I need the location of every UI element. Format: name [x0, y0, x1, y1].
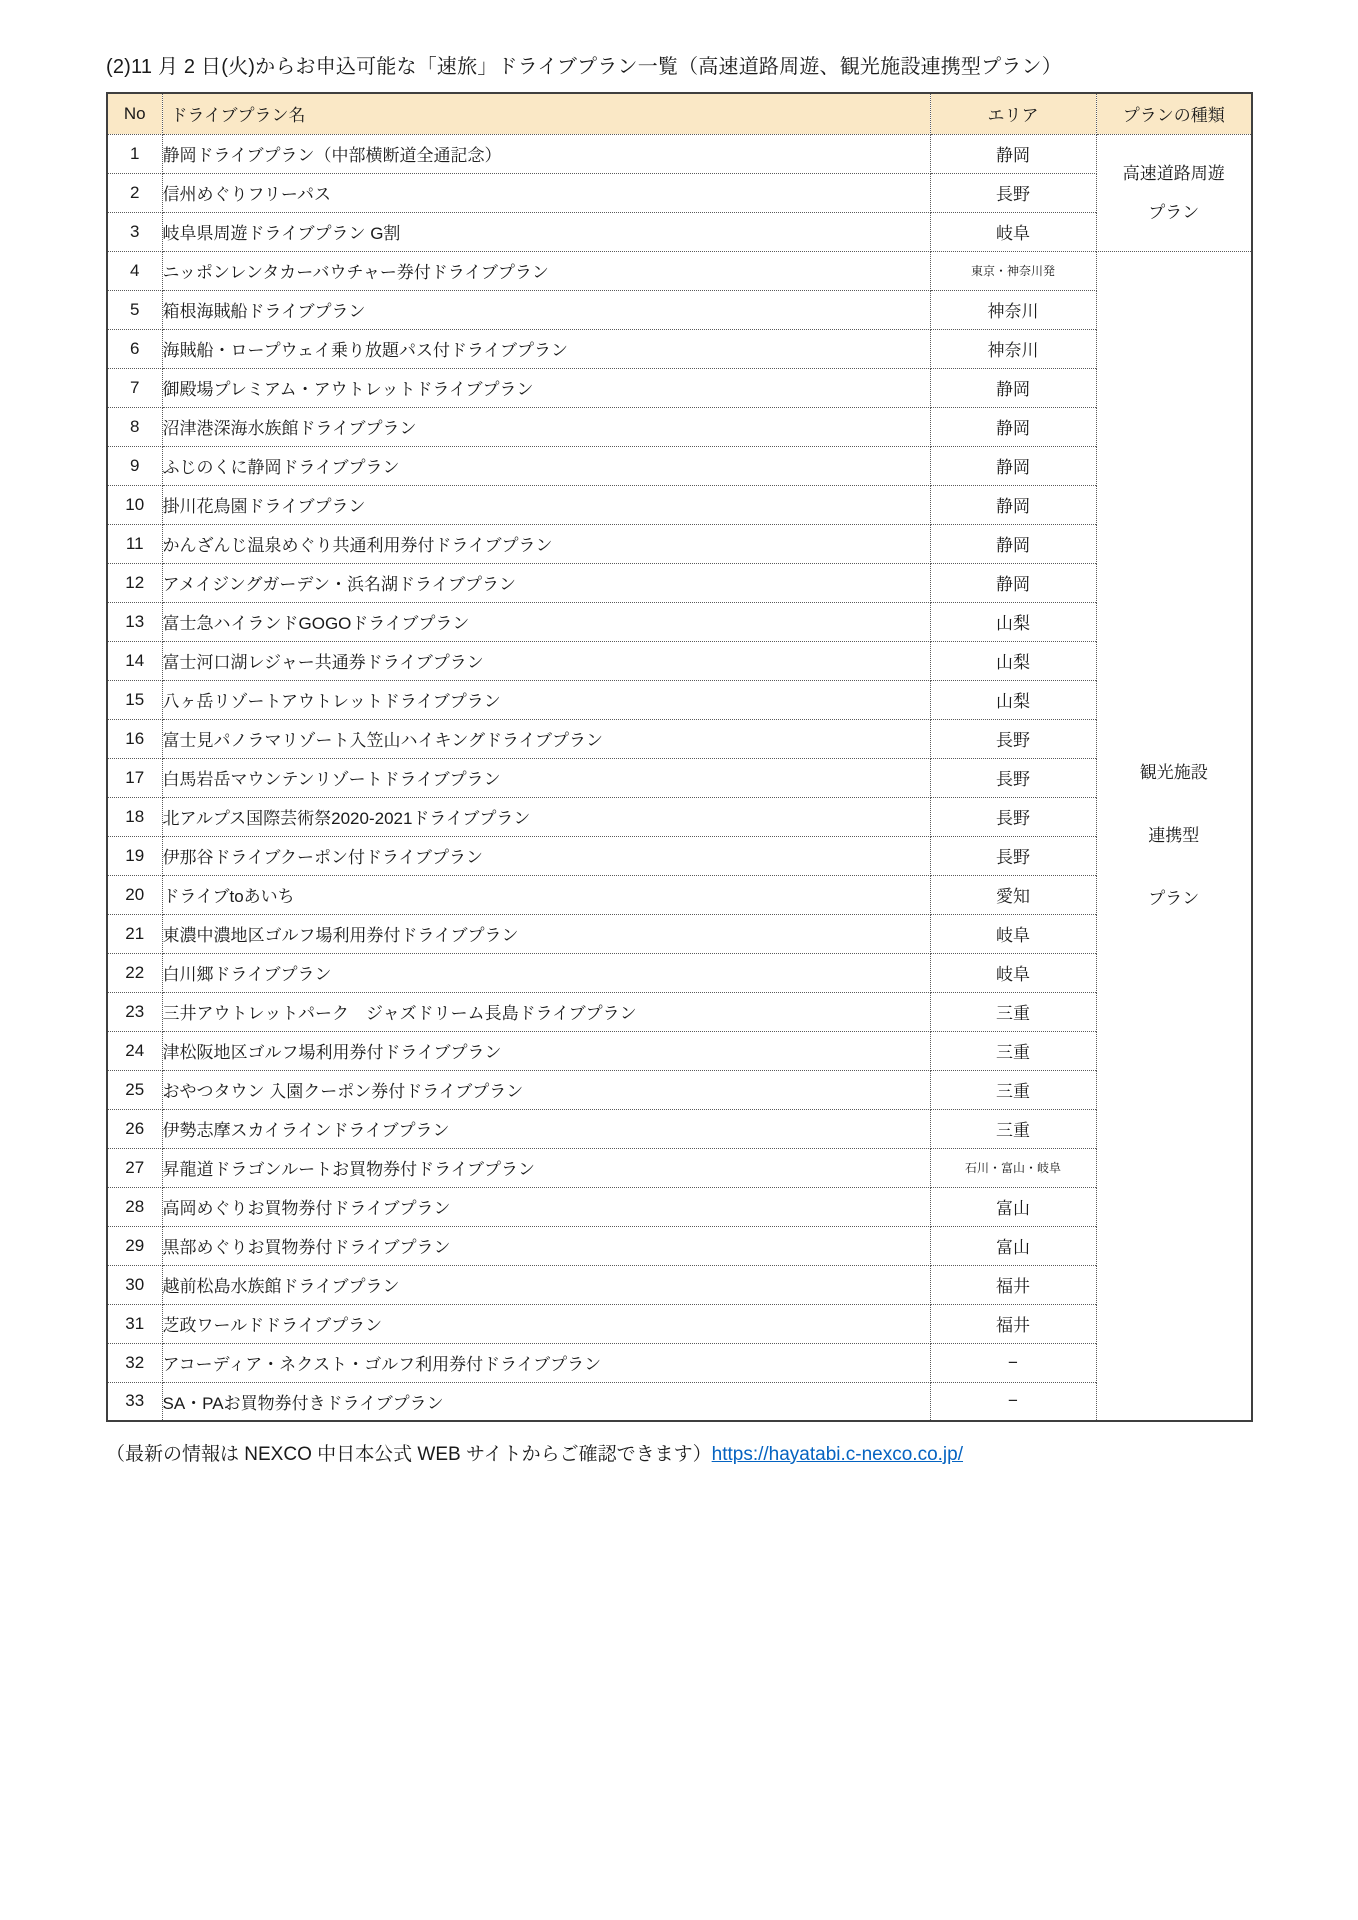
table-row: [107, 797, 1252, 836]
plan-type-cell-tourism: [1096, 251, 1252, 1421]
row-area-cell: 静岡: [930, 563, 1096, 602]
row-no-cell: 28: [107, 1187, 162, 1226]
row-plan-name-cell: 掛川花鳥園ドライブプラン: [162, 485, 930, 524]
row-plan-name-cell: 海賊船・ロープウェイ乗り放題パス付ドライブプラン: [162, 329, 930, 368]
table-row: [107, 1226, 1252, 1265]
row-plan-name-cell: 黒部めぐりお買物券付ドライブプラン: [162, 1226, 930, 1265]
row-plan-name-cell: 芝政ワールドドライブプラン: [162, 1304, 930, 1343]
row-area-cell: 福井: [930, 1265, 1096, 1304]
row-plan-name-cell: 伊勢志摩スカイラインドライブプラン: [162, 1109, 930, 1148]
table-row: [107, 1109, 1252, 1148]
header-area: エリア: [930, 93, 1096, 134]
table-row: [107, 1187, 1252, 1226]
row-plan-name-cell: アメイジングガーデン・浜名湖ドライブプラン: [162, 563, 930, 602]
row-area-cell: 富山: [930, 1226, 1096, 1265]
row-plan-name-cell: 富士見パノラマリゾート入笠山ハイキングドライブプラン: [162, 719, 930, 758]
row-no-cell: 32: [107, 1343, 162, 1382]
row-area-cell: 岐阜: [930, 953, 1096, 992]
table-row: [107, 173, 1252, 212]
table-row: [107, 1031, 1252, 1070]
row-plan-name-cell: 津松阪地区ゴルフ場利用券付ドライブプラン: [162, 1031, 930, 1070]
row-area-cell: −: [930, 1343, 1096, 1382]
row-area-cell: 静岡: [930, 368, 1096, 407]
row-plan-name-cell: ふじのくに静岡ドライブプラン: [162, 446, 930, 485]
row-no-cell: 30: [107, 1265, 162, 1304]
row-no-cell: 2: [107, 173, 162, 212]
row-plan-name-cell: 沼津港深海水族館ドライブプラン: [162, 407, 930, 446]
table-row: [107, 446, 1252, 485]
row-no-cell: 26: [107, 1109, 162, 1148]
table-row: [107, 914, 1252, 953]
row-plan-name-cell: 静岡ドライブプラン（中部横断道全通記念）: [162, 134, 930, 173]
row-plan-name-cell: 東濃中濃地区ゴルフ場利用券付ドライブプラン: [162, 914, 930, 953]
table-row: [107, 1382, 1252, 1421]
row-area-cell: 山梨: [930, 680, 1096, 719]
row-plan-name-cell: おやつタウン 入園クーポン券付ドライブプラン: [162, 1070, 930, 1109]
row-plan-name-cell: ニッポンレンタカーバウチャー券付ドライブプラン: [162, 251, 930, 290]
row-no-cell: 17: [107, 758, 162, 797]
row-plan-name-cell: 北アルプス国際芸術祭2020-2021ドライブプラン: [162, 797, 930, 836]
row-area-cell: 山梨: [930, 641, 1096, 680]
row-no-cell: 29: [107, 1226, 162, 1265]
table-row: [107, 602, 1252, 641]
table-row: [107, 992, 1252, 1031]
row-plan-name-cell: 白馬岩岳マウンテンリゾートドライブプラン: [162, 758, 930, 797]
row-no-cell: 27: [107, 1148, 162, 1187]
table-row: [107, 251, 1252, 290]
row-area-cell: 三重: [930, 1031, 1096, 1070]
row-area-cell: 愛知: [930, 875, 1096, 914]
table-row: [107, 719, 1252, 758]
row-area-cell: 石川・富山・岐阜: [930, 1148, 1096, 1187]
footer-note: [106, 1439, 1358, 1466]
table-row: [107, 875, 1252, 914]
row-no-cell: 4: [107, 251, 162, 290]
row-plan-name-cell: SA・PAお買物券付きドライブプラン: [162, 1382, 930, 1421]
table-row: [107, 1343, 1252, 1382]
row-area-cell: 神奈川: [930, 290, 1096, 329]
row-no-cell: 9: [107, 446, 162, 485]
row-plan-name-cell: 高岡めぐりお買物券付ドライブプラン: [162, 1187, 930, 1226]
row-no-cell: 21: [107, 914, 162, 953]
header-plan-type: プランの種類: [1096, 93, 1252, 134]
table-row: [107, 368, 1252, 407]
row-no-cell: 6: [107, 329, 162, 368]
table-row: [107, 758, 1252, 797]
row-no-cell: 8: [107, 407, 162, 446]
row-plan-name-cell: 三井アウトレットパーク ジャズドリーム長島ドライブプラン: [162, 992, 930, 1031]
table-row: [107, 680, 1252, 719]
table-row: [107, 1265, 1252, 1304]
row-area-cell: 静岡: [930, 407, 1096, 446]
row-area-cell: 東京・神奈川発: [930, 251, 1096, 290]
row-no-cell: 15: [107, 680, 162, 719]
row-area-cell: −: [930, 1382, 1096, 1421]
row-no-cell: 19: [107, 836, 162, 875]
row-plan-name-cell: 越前松島水族館ドライブプラン: [162, 1265, 930, 1304]
footer-text: （最新の情報は NEXCO 中日本公式 WEB サイトからご確認できます）: [106, 1444, 712, 1465]
row-no-cell: 31: [107, 1304, 162, 1343]
row-area-cell: 岐阜: [930, 914, 1096, 953]
row-plan-name-cell: 伊那谷ドライブクーポン付ドライブプラン: [162, 836, 930, 875]
row-area-cell: 神奈川: [930, 329, 1096, 368]
row-no-cell: 24: [107, 1031, 162, 1070]
row-area-cell: 静岡: [930, 134, 1096, 173]
table-row: [107, 563, 1252, 602]
row-area-cell: 三重: [930, 992, 1096, 1031]
row-plan-name-cell: 八ヶ岳リゾートアウトレットドライブプラン: [162, 680, 930, 719]
row-area-cell: 長野: [930, 836, 1096, 875]
row-plan-name-cell: 白川郷ドライブプラン: [162, 953, 930, 992]
row-area-cell: 福井: [930, 1304, 1096, 1343]
row-no-cell: 5: [107, 290, 162, 329]
row-plan-name-cell: 昇龍道ドラゴンルートお買物券付ドライブプラン: [162, 1148, 930, 1187]
row-area-cell: 長野: [930, 719, 1096, 758]
row-no-cell: 20: [107, 875, 162, 914]
row-no-cell: 23: [107, 992, 162, 1031]
table-row: [107, 524, 1252, 563]
row-no-cell: 1: [107, 134, 162, 173]
row-plan-name-cell: 富士河口湖レジャー共通券ドライブプラン: [162, 641, 930, 680]
table-row: [107, 836, 1252, 875]
header-plan-name: ドライブプラン名: [162, 93, 930, 134]
row-no-cell: 7: [107, 368, 162, 407]
row-no-cell: 12: [107, 563, 162, 602]
row-plan-name-cell: 富士急ハイランドGOGOドライブプラン: [162, 602, 930, 641]
page-title: (2)11 月 2 日(火)からお申込可能な「速旅」ドライブプラン一覧（高速道路周遊、観光施設連携型プラン）: [106, 56, 1062, 78]
row-area-cell: 三重: [930, 1070, 1096, 1109]
plan-type-cell-highway: [1096, 134, 1252, 251]
table-row: [107, 1148, 1252, 1187]
row-area-cell: 静岡: [930, 446, 1096, 485]
row-area-cell: 静岡: [930, 485, 1096, 524]
row-plan-name-cell: 信州めぐりフリーパス: [162, 173, 930, 212]
footer-link[interactable]: https://hayatabi.c-nexco.co.jp/: [711, 1444, 964, 1465]
row-area-cell: 三重: [930, 1109, 1096, 1148]
row-area-cell: 長野: [930, 758, 1096, 797]
row-area-cell: 長野: [930, 173, 1096, 212]
row-no-cell: 14: [107, 641, 162, 680]
table-row: [107, 407, 1252, 446]
row-area-cell: 山梨: [930, 602, 1096, 641]
row-plan-name-cell: 御殿場プレミアム・アウトレットドライブプラン: [162, 368, 930, 407]
table-row: [107, 1070, 1252, 1109]
table-row: [107, 485, 1252, 524]
row-area-cell: 長野: [930, 797, 1096, 836]
table-row: [107, 953, 1252, 992]
row-no-cell: 25: [107, 1070, 162, 1109]
table-row: [107, 134, 1252, 173]
table-row: [107, 641, 1252, 680]
table-header-row: [107, 93, 1252, 134]
table-row: [107, 1304, 1252, 1343]
plan-type-label: 観光施設 連携型 プラン: [1139, 763, 1208, 909]
plan-type-label: 高速道路周遊 プラン: [1122, 163, 1225, 222]
row-plan-name-cell: ドライブtoあいち: [162, 875, 930, 914]
row-plan-name-cell: 岐阜県周遊ドライブプラン G割: [162, 212, 930, 251]
row-no-cell: 22: [107, 953, 162, 992]
table-row: [107, 212, 1252, 251]
table-row: [107, 290, 1252, 329]
row-no-cell: 11: [107, 524, 162, 563]
row-no-cell: 33: [107, 1382, 162, 1421]
row-no-cell: 3: [107, 212, 162, 251]
row-area-cell: 岐阜: [930, 212, 1096, 251]
row-area-cell: 富山: [930, 1187, 1096, 1226]
row-no-cell: 16: [107, 719, 162, 758]
row-plan-name-cell: アコーディア・ネクスト・ゴルフ利用券付ドライブプラン: [162, 1343, 930, 1382]
row-no-cell: 18: [107, 797, 162, 836]
row-no-cell: 13: [107, 602, 162, 641]
row-area-cell: 静岡: [930, 524, 1096, 563]
header-no: No: [107, 93, 162, 134]
drive-plans-table: [106, 92, 1253, 1422]
row-plan-name-cell: 箱根海賊船ドライブプラン: [162, 290, 930, 329]
table-row: [107, 329, 1252, 368]
row-no-cell: 10: [107, 485, 162, 524]
row-plan-name-cell: かんざんじ温泉めぐり共通利用券付ドライブプラン: [162, 524, 930, 563]
